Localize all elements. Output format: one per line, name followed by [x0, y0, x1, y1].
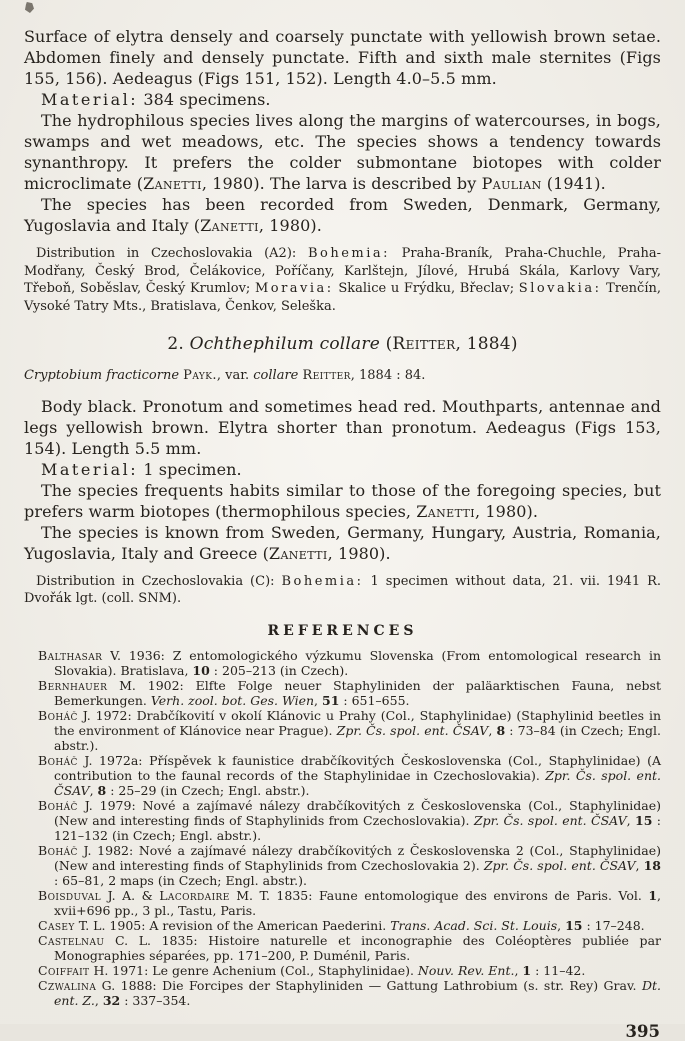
- reference-entry: Boisduval J. A. & Lacordaire M. T. 1835: Faune entomologique des environs de Paris. Vol. 1, xvii+696 pp., 3 pl., Tastu, Paris.: [38, 887, 661, 918]
- synonym-line: Cryptobium fracticorne Payk., var. collare Reitter, 1884 : 84.: [24, 368, 426, 383]
- species-heading: 2. Ochthephilum collare (Reitter, 1884): [167, 334, 518, 354]
- scan-artifact: [25, 2, 34, 13]
- references-list: [24, 648, 661, 1008]
- habitat-paragraph: The hydrophilous species lives along the margins of watercourses, in bogs, swamps and wet meadows, etc. The species shows a tendency towards synanthropy. It prefers the colder submontane biotopes with colder microclimate (Zanetti, 1980). The larva is described by Paulian (1941).: [24, 111, 661, 193]
- page-number: 395: [625, 1021, 660, 1041]
- distribution-paragraph: Distribution in Czechoslovakia (C): Bohemia: 1 specimen without data, 21. vii. 1941 R. Dvořák lgt. (coll. SNM).: [24, 573, 661, 606]
- reference-entry: Bernhauer M. 1902: Elfte Folge neuer Staphyliniden der paläarktischen Fauna, nebst Bemerkungen. Verh. zool. bot. Ges. Wien, 51 : 651–655.: [38, 677, 661, 708]
- reference-entry: Boháč J. 1972: Drabčíkovití v okolí Klánovic u Prahy (Col., Staphylinidae) (Staphylinid beetles in the environment of Klánovice near Prague). Zpr. Čs. spol. ent. ČSAV, 8 : 73–84 (in Czech; Engl. abstr.).: [38, 707, 661, 753]
- references-title: REFERENCES: [267, 622, 418, 639]
- material-line: Material: 384 specimens.: [41, 90, 271, 109]
- reference-entry: Coiffait H. 1971: Le genre Achenium (Col., Staphylinidae). Nouv. Rev. Ent., 1 : 11–42.: [38, 962, 586, 978]
- reference-entry: Boháč J. 1979: Nové a zajímavé nálezy drabčíkovitých z Československa (Col., Staphylinidae) (New and interesting finds of Staphylinids from Czechoslovakia). Zpr. Čs. spol. ent. ČSAV, 15 : 121–132 (in Czech; Engl. abstr.).: [38, 797, 662, 843]
- recorded-range-paragraph: The species is known from Sweden, Germany, Hungary, Austria, Romania, Yugoslavia, Italy and Greece (Zanetti, 1980).: [24, 522, 661, 563]
- reference-entry: Boháč J. 1972a: Příspěvek k faunistice drabčíkovitých Československa (Col., Staphylinidae) (A contribution to the faunal records of the Staphylinidae in Czechoslovakia). Zpr. Čs. spol. ent. ČSAV, 8 : 25–29 (in Czech; Engl. abstr.).: [38, 752, 661, 798]
- habitat-paragraph: The species frequents habits similar to those of the foregoing species, but prefers warm biotopes (thermophilous species, Zanetti, 1980).: [24, 480, 661, 521]
- species-description-paragraph: Surface of elytra densely and coarsely punctate with yellowish brown setae. Abdomen finely and densely punctate. Fifth and sixth male sternites (Figs 155, 156). Aedeagus (Figs 151, 152). Length 4.0–5.5 mm.: [24, 27, 661, 88]
- reference-entry: Boháč J. 1982: Nové a zajímavé nálezy drabčíkovitých z Československa 2 (Col., Staphylinidae) (New and interesting finds of Staphylinids from Czechoslovakia 2). Zpr. Čs. spol. ent. ČSAV, 18 : 65–81, 2 maps (in Czech; Engl. abstr.).: [38, 842, 661, 888]
- reference-entry: Casey T. L. 1905: A revision of the American Paederini. Trans. Acad. Sci. St. Louis, 15 : 17–248.: [38, 917, 645, 933]
- distribution-paragraph: Distribution in Czechoslovakia (A2): Bohemia: Praha-Braník, Praha-Chuchle, Praha-Modřany, Český Brod, Čelákovice, Poříčany, Karlštejn, Jílové, Hrubá Skála, Karlovy Vary, Třeboň, Soběslav, Český Krumlov; Moravia: Skalice u Frýdku, Břeclav; Slovakia: Trenčín, Vysoké Tatry Mts., Bratislava, Čenkov, Seleška.: [24, 246, 662, 314]
- species-description-paragraph: Body black. Pronotum and sometimes head red. Mouthparts, antennae and legs yellowish brown. Elytra shorter than pronotum. Aedeagus (Figs 153, 154). Length 5.5 mm.: [24, 396, 661, 458]
- reference-entry: Balthasar V. 1936: Z entomologického výzkumu Slovenska (From entomological research in Slovakia). Bratislava, 10 : 205–213 (in Czech).: [38, 647, 661, 678]
- reference-entry: Czwalina G. 1888: Die Forcipes der Staphyliniden — Gattung Lathrobium (s. str. Rey) Grav. Dt. ent. Z., 32 : 337–354.: [38, 977, 661, 1008]
- material-line: Material: 1 specimen.: [41, 459, 242, 479]
- recorded-range-paragraph: The species has been recorded from Sweden, Denmark, Germany, Yugoslavia and Italy (Zanetti, 1980).: [24, 195, 661, 235]
- reference-entry: Castelnau C. L. 1835: Histoire naturelle et inconographie des Coléoptères publiée par Monographies séparées, pp. 171–200, P. Duménil, Paris.: [38, 932, 661, 963]
